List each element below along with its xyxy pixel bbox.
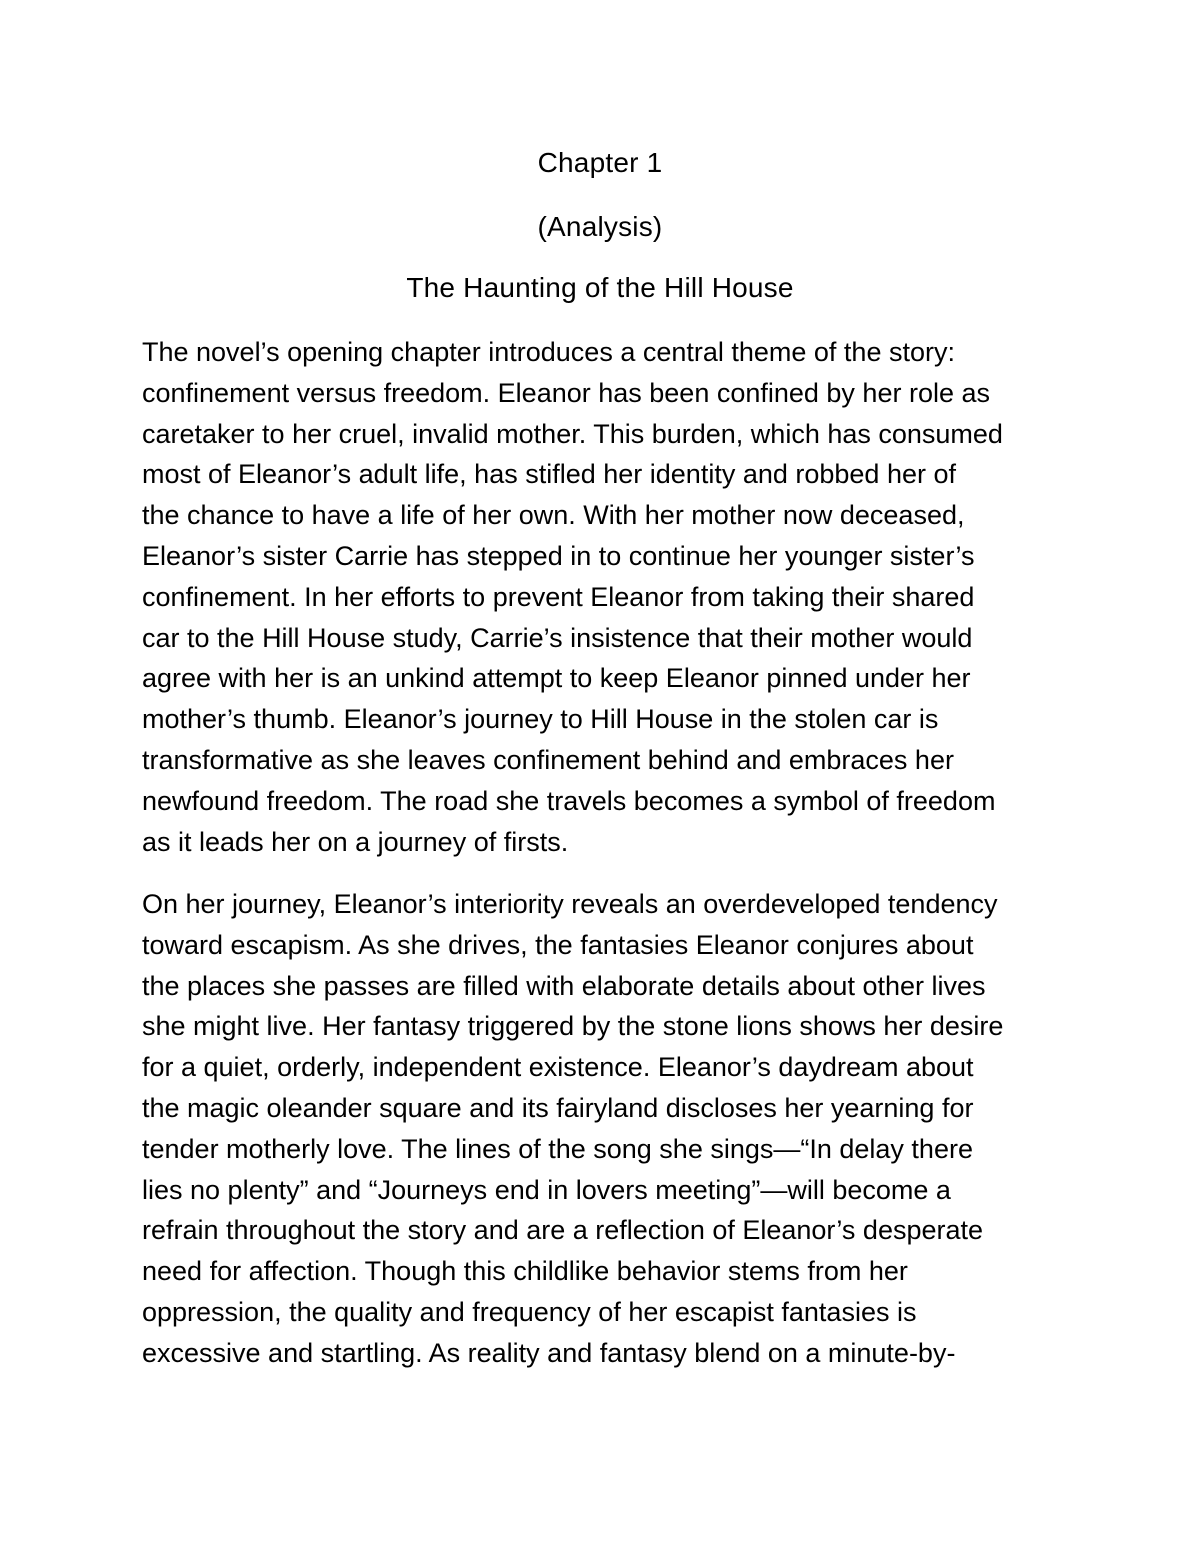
paragraph-line: confinement versus freedom. Eleanor has been confined by her role as <box>142 377 990 408</box>
document-title: The Haunting of the Hill House <box>406 272 794 303</box>
paragraph-line: refrain throughout the story and are a reflection of Eleanor’s desperate <box>142 1215 984 1246</box>
paragraph-line: as it leads her on a journey of firsts. <box>142 826 569 857</box>
paragraph-line: caretaker to her cruel, invalid mother. This burden, which has consumed <box>142 418 1003 449</box>
paragraph-line: toward escapism. As she drives, the fantasies Eleanor conjures about <box>142 929 974 960</box>
paragraph-1 <box>142 332 1072 862</box>
paragraph-line: agree with her is an unkind attempt to keep Eleanor pinned under her <box>142 663 971 694</box>
paragraph-line: Eleanor’s sister Carrie has stepped in to continue her younger sister’s <box>142 540 975 571</box>
paragraph-line: the magic oleander square and its fairyland discloses her yearning for <box>142 1092 974 1123</box>
paragraph-line: the places she passes are filled with elaborate details about other lives <box>142 970 986 1001</box>
paragraph-line: The novel’s opening chapter introduces a central theme of the story: <box>142 337 955 367</box>
chapter-heading: Chapter 1 <box>537 147 663 178</box>
paragraph-line: for a quiet, orderly, independent existence. Eleanor’s daydream about <box>142 1052 974 1083</box>
paragraph-line: confinement. In her efforts to prevent Eleanor from taking their shared <box>142 581 975 612</box>
paragraph-line: On her journey, Eleanor’s interiority reveals an overdeveloped tendency <box>142 889 998 919</box>
paragraph-line: mother’s thumb. Eleanor’s journey to Hill House in the stolen car is <box>142 704 939 735</box>
paragraph-2 <box>142 884 1072 1374</box>
paragraph-line: car to the Hill House study, Carrie’s insistence that their mother would <box>142 622 973 653</box>
paragraph-line: oppression, the quality and frequency of her escapist fantasies is <box>142 1296 917 1327</box>
chapter-subtitle: (Analysis) <box>537 211 663 242</box>
paragraph-line: newfound freedom. The road she travels becomes a symbol of freedom <box>142 785 996 816</box>
paragraph-line: tender motherly love. The lines of the song she sings—“In delay there <box>142 1133 973 1164</box>
paragraph-line: she might live. Her fantasy triggered by the stone lions shows her desire <box>142 1011 1004 1042</box>
paragraph-line: most of Eleanor’s adult life, has stifled her identity and robbed her of <box>142 459 956 490</box>
paragraph-line: the chance to have a life of her own. With her mother now deceased, <box>142 500 965 531</box>
paragraph-line: transformative as she leaves confinement behind and embraces her <box>142 744 954 775</box>
paragraph-line: excessive and startling. As reality and fantasy blend on a minute-by- <box>142 1337 956 1368</box>
paragraph-line: lies no plenty” and “Journeys end in lovers meeting”—will become a <box>142 1174 951 1205</box>
paragraph-line: need for affection. Though this childlike behavior stems from her <box>142 1256 908 1287</box>
